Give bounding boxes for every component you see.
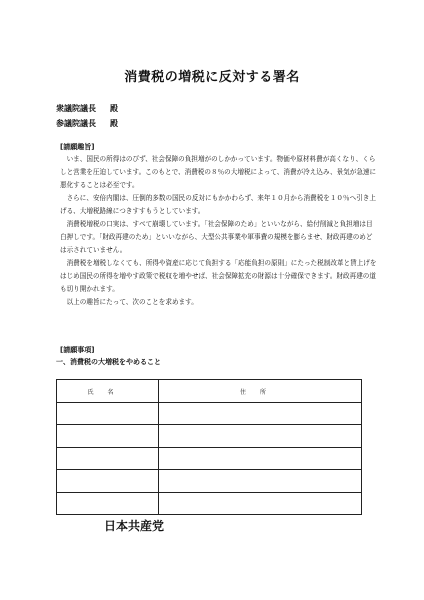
signature-row [57,470,362,492]
address-cell[interactable] [159,492,362,514]
signature-table [56,379,362,515]
signature-table-header [57,380,362,403]
address-cell[interactable] [159,403,362,425]
signature-row [57,492,362,514]
address-cell[interactable] [159,425,362,447]
purpose-body [60,153,378,309]
items-heading: [請願事項] [60,346,95,354]
address-column-header: 住所 [159,380,362,403]
purpose-heading: [請願趣旨] [60,143,95,151]
addressee-name: 衆議院議長 [56,104,96,113]
addressee-house-of-councillors [56,118,118,129]
signature-row [57,425,362,447]
name-cell[interactable] [57,403,159,425]
addressee-honorific: 殿 [110,104,118,113]
addressee-house-of-representatives [56,103,118,114]
name-cell[interactable] [57,425,159,447]
signature-row [57,403,362,425]
purpose-paragraph: いま、国民の所得はのびず、社会保障の負担増がのしかかっています。物価や原材料費が高くなり、くらしと営業を圧迫しています。このもとで、消費税の８％の大増税によって、消費が冷え込み、景気が急速に悪化することは必至です。 [60,155,377,189]
name-column-header: 氏名 [57,380,159,403]
purpose-paragraph: 以上の趣旨にたって、次のことを求めます。 [66,298,198,306]
purpose-paragraph: さらに、安倍内閣は、圧倒的多数の国民の反対にもかかわらず、来年１０月から消費税を１０％へ引き上げる、大増税路線につきすすもうとしています。 [60,194,376,215]
name-cell[interactable] [57,470,159,492]
purpose-paragraph: 消費税増税の口実は、すべて崩壊しています。「社会保障のため」といいながら、給付削減と負担増は目白押しです。「財政再建のため」といいながら、大型公共事業や軍事費の規模を膨らませ、財政再建のめどは示されていません。 [60,220,373,254]
page-title: 消費税の増税に反対する署名 [124,70,300,85]
address-cell[interactable] [159,470,362,492]
address-cell[interactable] [159,447,362,469]
name-cell[interactable] [57,492,159,514]
signature-row [57,447,362,469]
purpose-paragraph: 消費税を増税しなくても、所得や資産に応じて負担する「応能負担の原則」にたった税制改革と賃上げをはじめ国民の所得を増やす政策で税収を増やせば、社会保障拡充の財源は十分確保できます。財政再建の道も切り開かれます。 [60,259,377,293]
addressee-honorific: 殿 [110,119,118,128]
party-name: 日本共産党 [104,519,165,533]
name-cell[interactable] [57,447,159,469]
addressee-name: 参議院議長 [56,119,96,128]
petition-item: 一、消費税の大増税をやめること [56,358,161,366]
